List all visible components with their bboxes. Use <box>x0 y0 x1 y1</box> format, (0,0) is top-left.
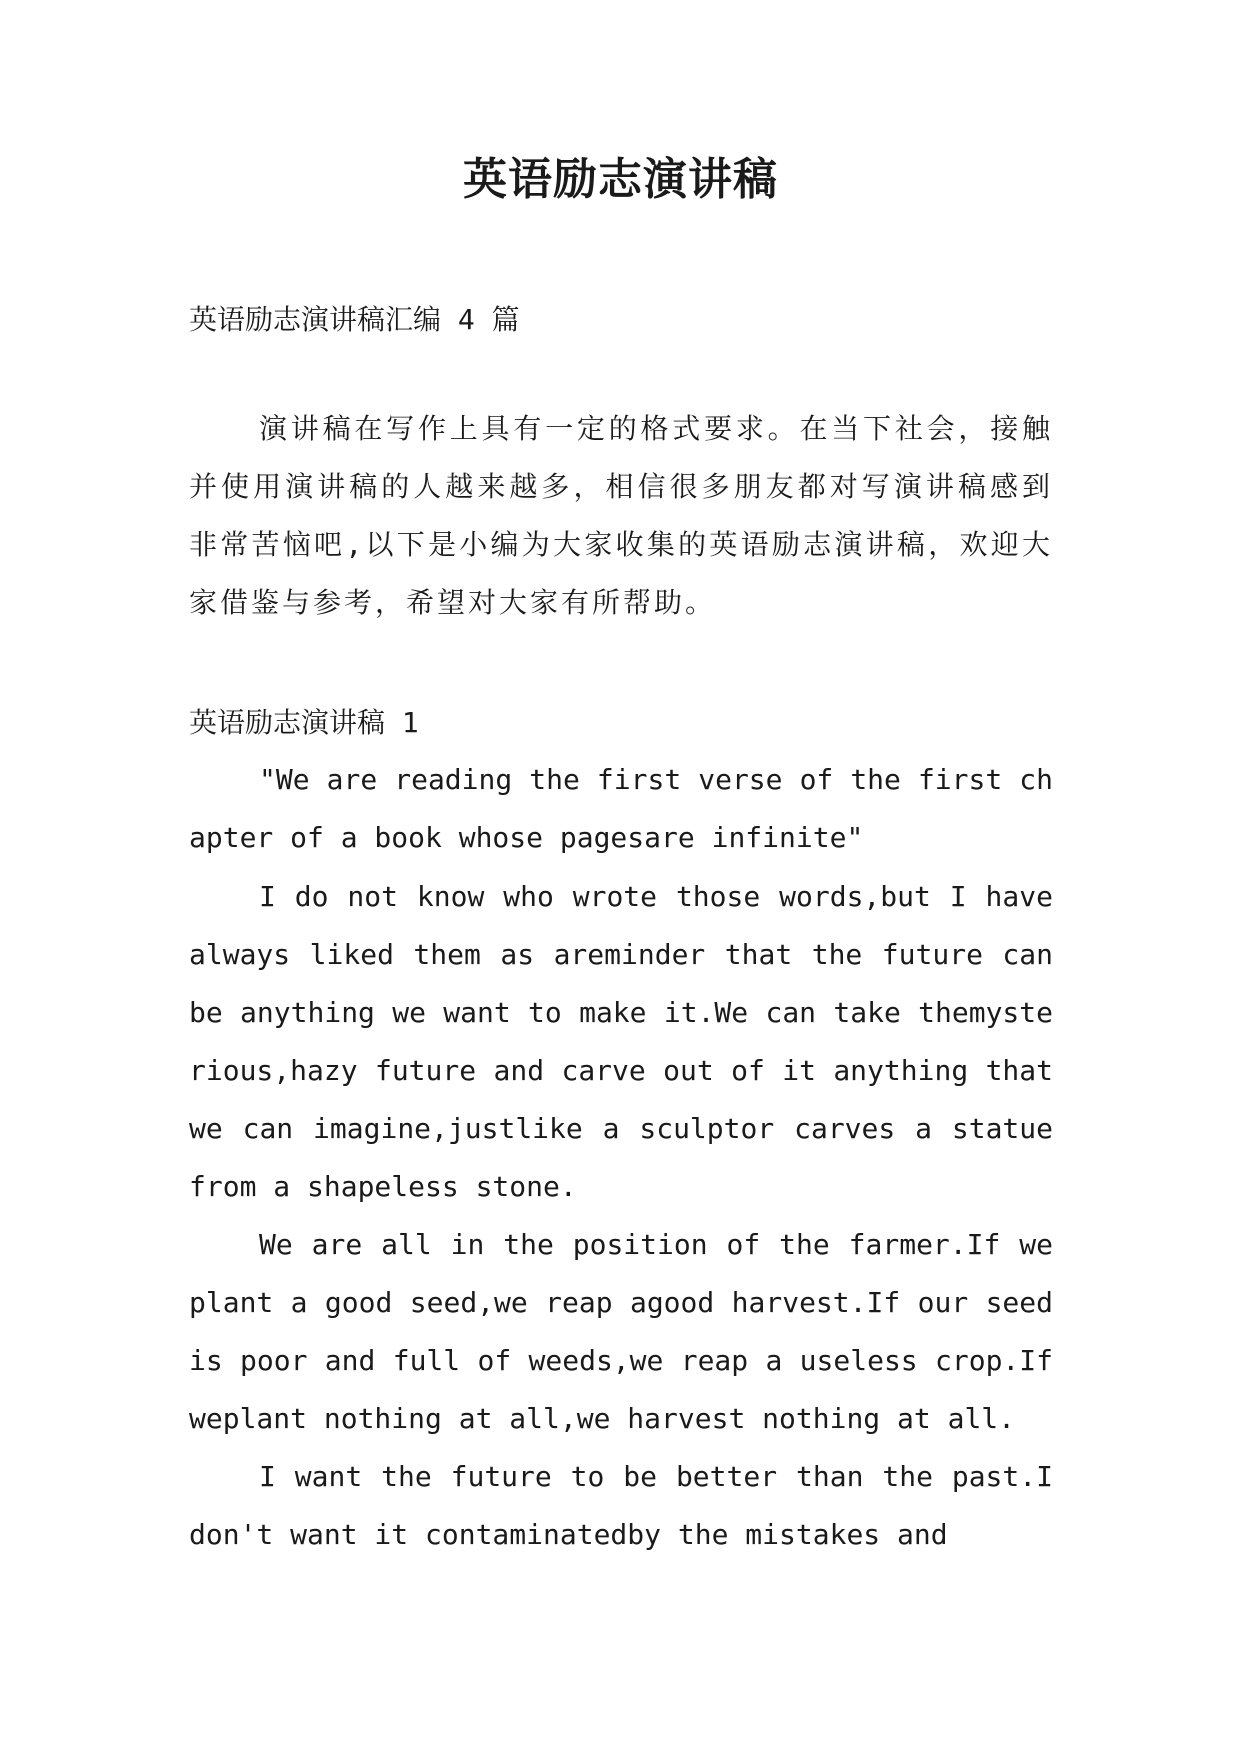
body-paragraph: I want the future to be better than the past.I don't want it contaminatedby the mistakes and <box>189 1460 1053 1551</box>
body-paragraph: We are all in the position of the farmer.If we plant a good seed,we reap agood harvest.If our seed is poor and full of weeds,we reap a useless crop.If weplant nothing at all,we harvest nothing at all. <box>189 1228 1053 1435</box>
section-heading: 英语励志演讲稿 1 <box>189 706 419 739</box>
body-paragraph-quote: "We are reading the first verse of the first chapter of a book whose pagesare infinite" <box>189 763 1053 854</box>
document-subtitle: 英语励志演讲稿汇编 4 篇 <box>189 303 520 336</box>
document-title: 英语励志演讲稿 <box>463 154 778 205</box>
body-paragraph: I do not know who wrote those words,but I have always liked them as areminder that the future can be anything we want to make it.We can take themysterious,hazy future and carve out of it anything that we can imagine,justlike a sculptor carves a statue from a shapeless stone. <box>189 880 1053 1203</box>
intro-paragraph: 演讲稿在写作上具有一定的格式要求。在当下社会，接触并使用演讲稿的人越来越多，相信很多朋友都对写演讲稿感到非常苦恼吧,以下是小编为大家收集的英语励志演讲稿，欢迎大家借鉴与参考，希望对大家有所帮助。 <box>189 412 1053 619</box>
